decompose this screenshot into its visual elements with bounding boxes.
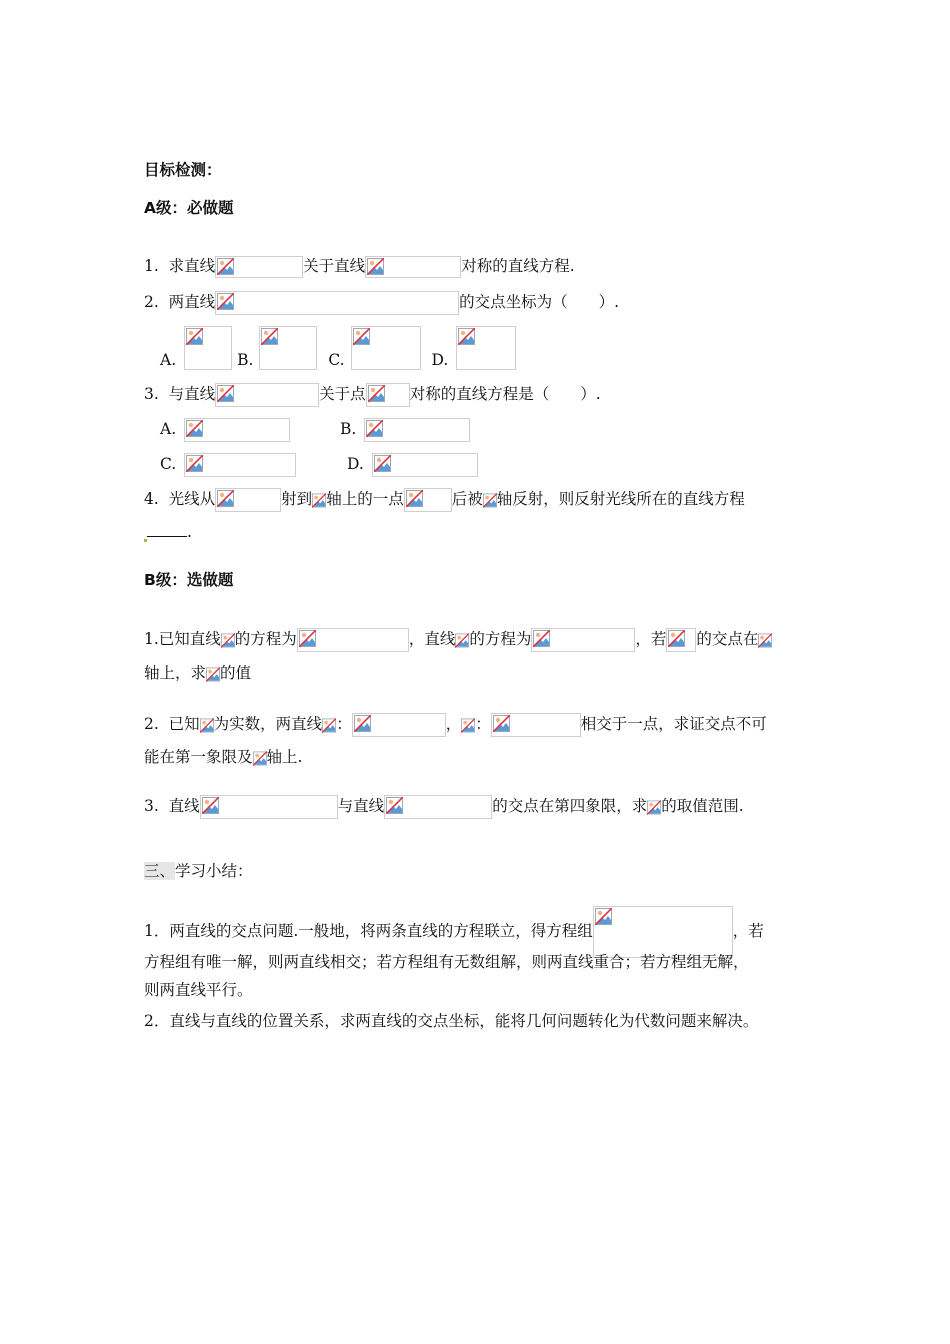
broken-image-icon — [647, 798, 661, 816]
equation-image — [297, 628, 409, 652]
summary-p1-line2: 方程组有唯一解，则两直线相交；若方程组有无数组解，则两直线重合；若方程组无解， — [144, 953, 749, 971]
answer-blank — [147, 522, 187, 537]
question-a3: 3. 与直线 关于点 对称的直线方程是（ ）. — [144, 383, 601, 407]
level-b-heading: B级：选做题 — [144, 571, 234, 589]
options-a2: A. B. C. D. — [160, 326, 516, 370]
broken-image-icon — [367, 258, 384, 275]
broken-image-icon — [483, 491, 497, 509]
broken-image-icon — [200, 716, 214, 734]
broken-image-icon — [186, 420, 203, 437]
broken-image-icon — [455, 631, 469, 649]
broken-image-icon — [299, 630, 316, 647]
equation-image — [491, 713, 581, 737]
question-b2-line1: 2. 已知 为实数，两直线 ： ， ： 相交于一点，求证交点不可 — [144, 713, 767, 737]
section-heading: 目标检测： — [144, 161, 222, 179]
option-image — [184, 418, 290, 442]
equation-image — [352, 713, 446, 737]
option-image — [259, 326, 317, 370]
broken-image-icon — [202, 797, 219, 814]
option-a3-b: B. — [340, 418, 470, 442]
option-image — [184, 326, 232, 370]
broken-image-icon — [533, 630, 550, 647]
broken-image-icon — [461, 716, 475, 734]
equation-system-image — [593, 906, 733, 958]
broken-image-icon — [217, 385, 234, 402]
broken-image-icon — [758, 631, 772, 649]
question-b1-line2: 轴上，求 的值 — [144, 664, 252, 682]
option-image — [184, 453, 296, 477]
question-a4: 4. 光线从 射到 轴上的一点 后被 轴反射，则反射光线所在的直线方程 — [144, 488, 745, 512]
broken-image-icon — [261, 328, 278, 345]
option-image — [364, 418, 470, 442]
option-a3-a: A. — [160, 418, 290, 442]
broken-image-icon — [206, 665, 220, 683]
equation-image — [365, 256, 461, 278]
broken-image-icon — [217, 293, 234, 310]
equation-image — [200, 795, 338, 819]
point-image — [215, 488, 281, 512]
broken-image-icon — [186, 455, 203, 472]
option-image — [351, 326, 421, 370]
broken-image-icon — [366, 420, 383, 437]
summary-p2: 2．直线与直线的位置关系，求两直线的交点坐标，能将几何问题转化为代数问题来解决。 — [144, 1012, 759, 1030]
broken-image-icon — [217, 258, 234, 275]
broken-image-icon — [595, 908, 612, 925]
question-b3: 3. 直线 与直线 的交点在第四象限，求 的取值范围. — [144, 795, 744, 819]
broken-image-icon — [217, 490, 234, 507]
option-a3-c: C. — [160, 453, 296, 477]
option-a3-d: D. — [347, 453, 478, 477]
equation-image — [215, 256, 303, 278]
summary-p1-line3: 则两直线平行。 — [144, 981, 253, 999]
equation-image — [384, 795, 492, 819]
broken-image-icon — [668, 630, 685, 647]
broken-image-icon — [354, 715, 371, 732]
broken-image-icon — [353, 328, 370, 345]
broken-image-icon — [322, 716, 336, 734]
level-a-heading: A级：必做题 — [144, 199, 234, 217]
summary-p1-line1: 1．两直线的交点问题.一般地，将两条直线的方程联立，得方程组 ，若 — [144, 906, 764, 958]
broken-image-icon — [493, 715, 510, 732]
broken-image-icon — [221, 631, 235, 649]
equation-image — [215, 291, 459, 315]
broken-image-icon — [368, 385, 385, 402]
broken-image-icon — [312, 491, 326, 509]
question-b2-line2: 能在第一象限及 轴上. — [144, 748, 303, 766]
answer-blank-a4: . — [144, 522, 192, 542]
question-a2: 2. 两直线 的交点坐标为（ ）. — [144, 291, 619, 315]
equation-image — [666, 628, 696, 652]
broken-image-icon — [186, 328, 203, 345]
broken-image-icon — [386, 797, 403, 814]
option-image — [456, 326, 516, 370]
equation-image — [531, 628, 635, 652]
question-b1-line1: 1.已知直线 的方程为 ，直线 的方程为 ，若 的交点在 — [144, 628, 772, 652]
broken-image-icon — [374, 455, 391, 472]
equation-image — [215, 383, 319, 407]
equation-image — [366, 383, 410, 407]
broken-image-icon — [406, 490, 423, 507]
summary-heading: 三、学习小结： — [144, 862, 253, 880]
option-image — [372, 453, 478, 477]
broken-image-icon — [253, 749, 267, 767]
point-image — [404, 488, 452, 512]
broken-image-icon — [458, 328, 475, 345]
question-a1: 1. 求直线 关于直线 对称的直线方程. — [144, 256, 575, 278]
